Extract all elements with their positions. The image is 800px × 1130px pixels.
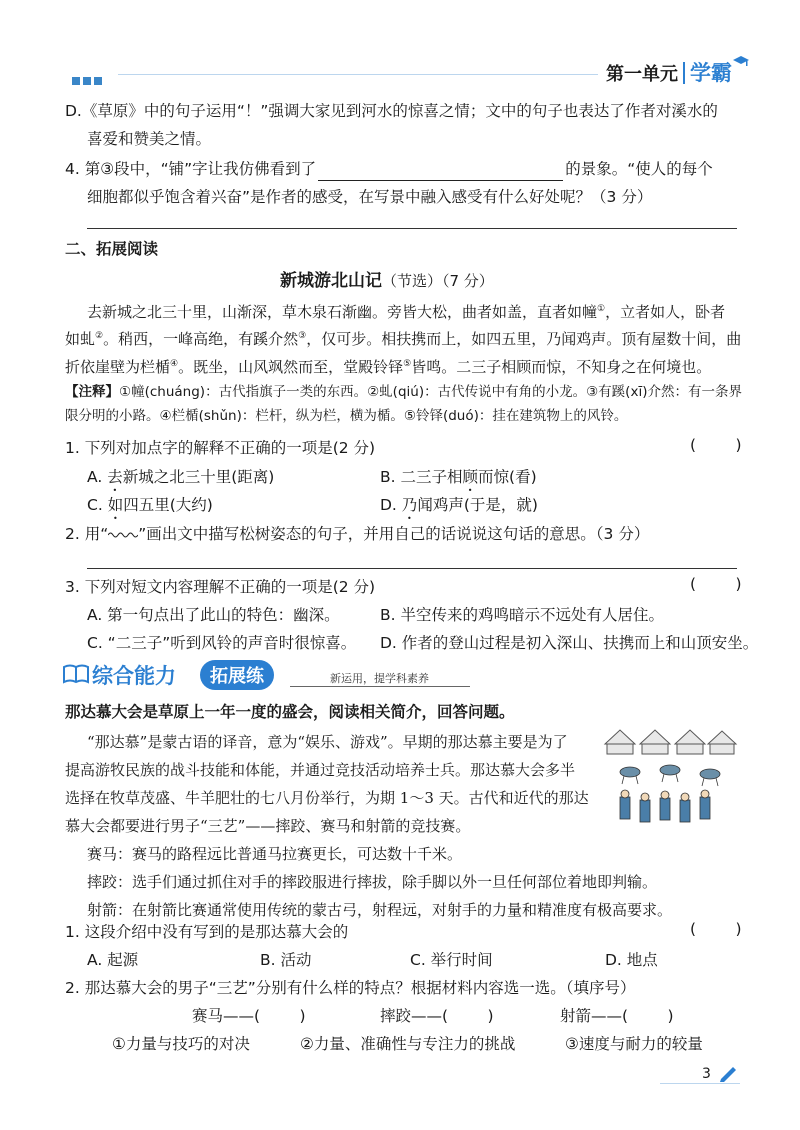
s2-q3-option-d[interactable]: D. 作者的登山过程是初入深山、扶携而上和山顶安坐。 [380,634,759,652]
fill-wrestling[interactable]: 摔跤——( ) [380,1007,494,1025]
s2-question-2: 2. 用“ ”画出文中描写松树姿态的句子，并用自己的话说说这句话的意思。（3 分） [65,525,650,543]
naadam-illustration [600,722,740,836]
header-squares [72,70,105,89]
s2-q1-option-a[interactable]: A. 去新城之北三十里(距离) [87,468,275,486]
question-4-line2: 细胞都似乎饱含着兴奋”是作者的感受，在写景中融入感受有什么好处呢？（3 分） [87,188,653,206]
fill-archery[interactable]: 射箭——( ) [560,1007,674,1025]
q4-after: 的景象。“使人的每个 [565,160,713,178]
passage-line-3: 折依崖壁为栏楯④。既坐，山风飒然而至，堂殿铃铎⑤皆鸣。二三子相顾而惊，不知身之在何境也。 [65,358,712,376]
option-d-line1: D.《草原》中的句子运用“！”强调大家见到河水的惊喜之情；文中的句子也表达了作者对溪水的 [65,102,718,120]
header-rule [118,74,598,75]
section-2-heading: 二、拓展阅读 [65,240,159,258]
s3-para-5: 赛马：赛马的路程远比普通马拉赛更长，可达数十千米。 [87,845,463,863]
passage-title-main: 新城游北山记 [280,271,382,291]
s3-para-1: “那达慕”是蒙古语的译音，意为“娱乐、游戏”。早期的那达慕主要是为了 [87,733,568,751]
s3-q1-option-a[interactable]: A. 起源 [87,951,139,969]
s3-q1-option-d[interactable]: D. 地点 [605,951,658,969]
question-4 [65,157,713,181]
choice-2: ②力量、准确性与专注力的挑战 [300,1035,516,1053]
s3-intro: 那达慕大会是草原上一年一度的盛会，阅读相关简介，回答问题。 [65,703,515,721]
header-divider [683,62,685,84]
passage-title [280,266,494,291]
option-d-line2: 喜爱和赞美之情。 [87,130,212,148]
s2-q3-option-b[interactable]: B. 半空传来的鸡鸣暗示不远处有人居住。 [380,606,664,624]
s3-question-1: 1. 这段介绍中没有写到的是那达慕大会的 [65,923,349,941]
s2-q1-answer-paren[interactable]: ( ) [690,436,742,454]
banner-subtitle: 新运用，提学科素养 [330,672,429,685]
s2-question-1: 1. 下列对加点字的解释不正确的一项是(2 分) [65,439,376,457]
passage-line-2: 如虬②。稍西，一峰高绝，有蹊介然③，仅可步。相扶携而上，如四五里，乃闻鸡声。顶有屋数十间，曲 [65,330,742,348]
s2-q3-answer-paren[interactable]: ( ) [690,575,742,593]
page-number: 3 [702,1066,711,1082]
pencil-icon [718,1064,738,1086]
s3-q1-answer-paren[interactable]: ( ) [690,920,742,938]
fill-horse-racing[interactable]: 赛马——( ) [192,1007,306,1025]
s3-para-7: 射箭：在射箭比赛通常使用传统的蒙古弓，射程远，对射手的力量和精准度有极高要求。 [87,901,673,919]
choice-1: ①力量与技巧的对决 [112,1035,250,1053]
unit-label: 第一单元 [606,64,678,85]
s3-para-3: 选择在牧草茂盛、牛羊肥壮的七八月份举行，为期 1～3 天。古代和近代的那达 [65,789,589,807]
q4-before: 4. 第③段中，“铺”字让我仿佛看到了 [65,160,317,178]
s2-q1-option-b[interactable]: B. 二三子相顾而惊(看) [380,468,537,486]
passage-title-suffix: （节选）（7 分） [382,272,494,290]
s3-para-6: 摔跤：选手们通过抓住对手的摔跤服进行摔拔，除手脚以外一旦任何部位着地即判输。 [87,873,658,891]
s3-para-2: 提高游牧民族的战斗技能和体能，并通过竞技活动培养士兵。那达慕大会多半 [65,761,576,779]
s2-q3-option-c[interactable]: C. “二三子”听到风铃的声音时很惊喜。 [87,634,357,652]
passage-line-1: 去新城之北三十里，山渐深，草木泉石渐幽。旁皆大松，曲者如盖，直者如幢①，立者如人，卧者 [87,303,726,321]
brand-logo: 学霸 [690,61,732,85]
banner-title: 综合能力 [92,664,176,688]
q4-blank[interactable] [318,162,563,181]
s3-question-2: 2. 那达慕大会的男子“三艺”分别有什么样的特点？根据材料内容选一选。（填序号） [65,979,636,997]
note-label: 【注释】 [65,384,119,400]
banner-pill: 拓展练 [200,660,274,690]
s3-q1-option-c[interactable]: C. 举行时间 [410,951,493,969]
s3-para-4: 慕大会都要进行男子“三艺”——摔跤、赛马和射箭的竞技赛。 [65,817,471,835]
book-icon [63,664,89,688]
note-line-2: 限分明的小路。④栏楯(shǔn)：栏杆，纵为栏，横为楯。⑤铃铎(duó)：挂在建筑物上的风铃。 [65,408,628,424]
choice-3: ③速度与耐力的较量 [565,1035,703,1053]
wavy-underline-icon [108,530,138,540]
answer-line-s2-q2[interactable] [87,568,737,569]
graduation-cap-icon [733,54,749,73]
s2-q1-option-c[interactable]: C. 如四五里(大约) [87,496,213,514]
s2-q3-option-a[interactable]: A. 第一句点出了此山的特色：幽深。 [87,606,340,624]
s2-q1-option-d[interactable]: D. 乃闻鸡声(于是，就) [380,496,538,514]
note-line-1: 【注释】①幢(chuáng)：古代指旗子一类的东西。②虬(qiú)：古代传说中有角的小龙。③有蹊(xī)介然：有一条界 [65,384,742,400]
s2-question-3: 3. 下列对短文内容理解不正确的一项是(2 分) [65,578,376,596]
banner-underline [290,686,470,687]
s3-q1-option-b[interactable]: B. 活动 [260,951,312,969]
answer-line-4[interactable] [87,228,737,229]
